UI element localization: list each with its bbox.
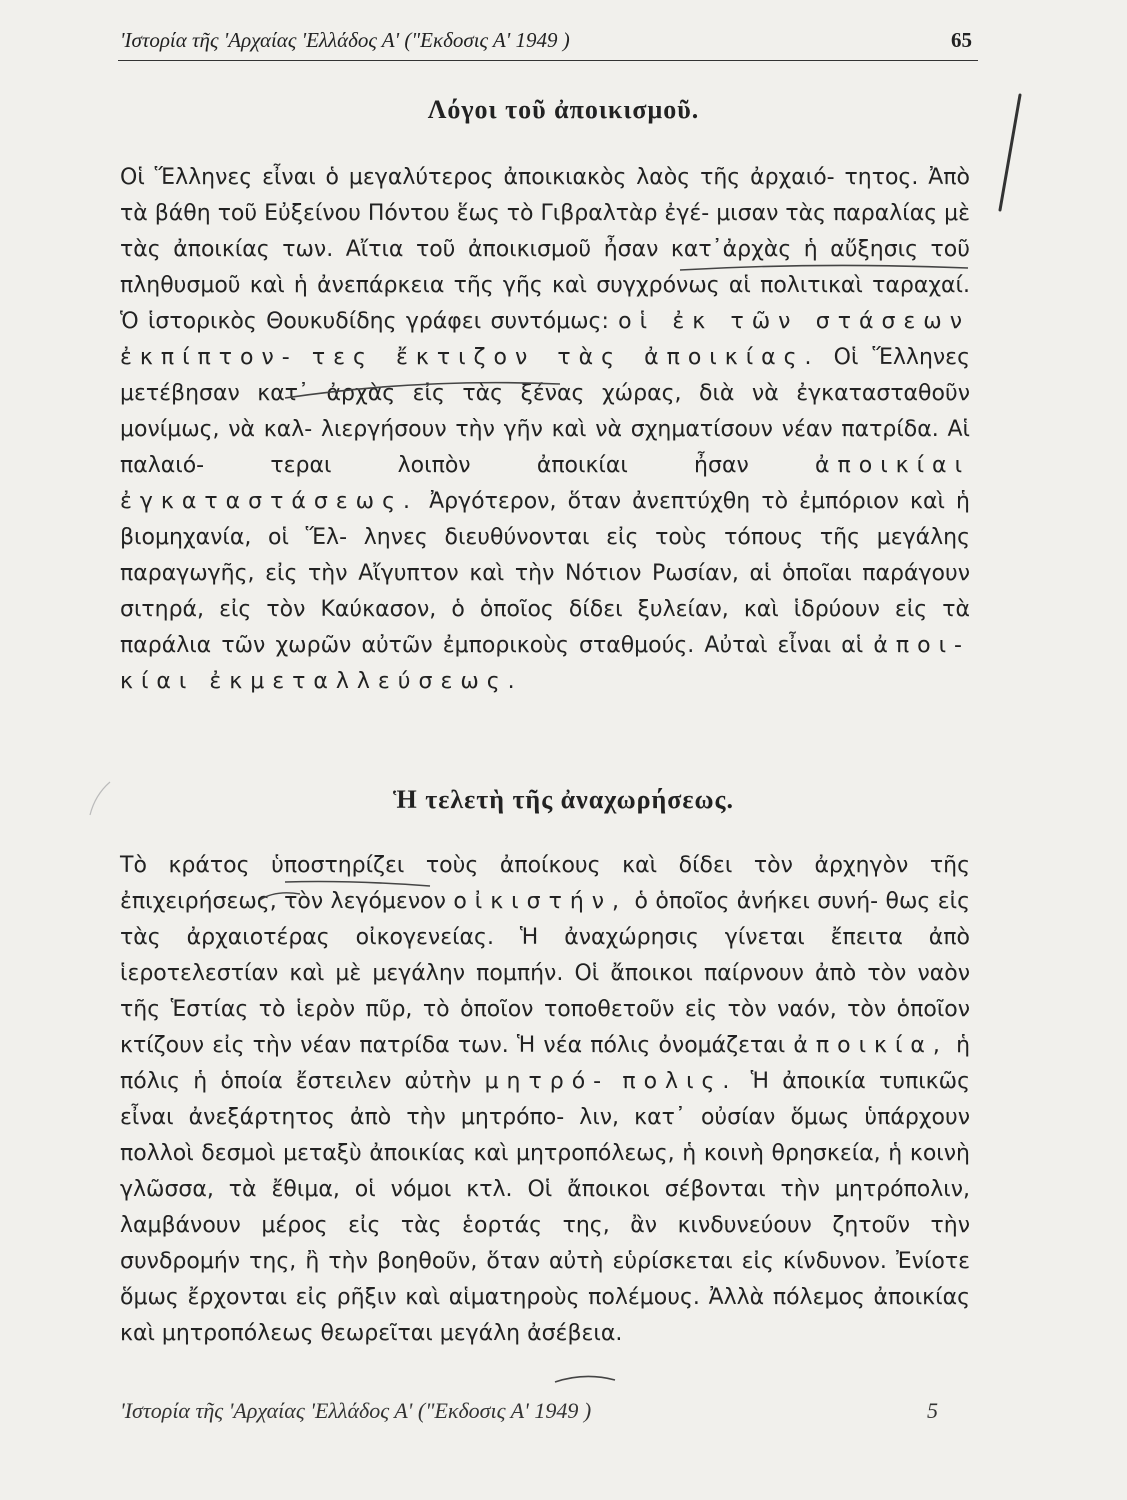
text-line: ὀνομάζεται [658,1033,786,1058]
text-line: Ἀργότερον, ὅταν ἀνεπτύχθη τὸ ἐμπόριον καὶ ἡ βιομηχανία, οἱ Ἕλ- [120,489,970,550]
text-line: ἀρχὰς εἰς τὰς ξένας χώρας, διὰ νὰ ἐγκατασταθοῦν μονίμως, νὰ καλ- [120,381,970,442]
text-line: Ἡ ἀποικία τυπικῶς εἶναι ἀνεξάρτητος ἀπὸ τὴν μητρόπο- [120,1069,970,1130]
text-line: ἀπὸ τὸν ναὸν τῆς Ἑστίας τὸ ἱερὸν πῦρ, τὸ ὁποῖον τοποθετοῦν εἰς [120,961,970,1022]
spaced-term: κίαι ἐκμεταλλεύσεως. [120,669,523,694]
text-line: νόμοι κτλ. Οἱ ἄποικοι σέβονται τὴν μητρόπολιν, λαμβάνουν μέρος [120,1177,970,1238]
text-line: ἀπὸ ἱεροτελεστίαν καὶ μὲ μεγάλην πομπήν. Οἱ ἄποικοι παίρνουν [120,925,970,986]
spaced-quote: οἱ ἐκ τῶν στάσεων ἐκπίπτον- [120,309,970,370]
text-line: τητος. Ἀπὸ τὰ βάθη τοῦ Εὐξείνου Πόντου ἕως τὸ Γιβραλτὰρ ἐγέ- [120,165,970,226]
footer-title: 'Ιστορία τῆς 'Αρχαίας 'Ελλάδος Α' ("Εκδοσις Α' 1949 ) [120,1398,592,1423]
text-line: εἰς ρῆξιν καὶ αἱματηροὺς πολέμους. Ἀλλὰ πόλεμος ἀποικίας καὶ [120,1285,970,1346]
text-line: γράφει συντόμως: [405,309,609,334]
section-heading-departure: Ἡ τελετὴ τῆς ἀναχωρήσεως. [393,785,734,814]
text-line: Οἱ Ἕλληνες εἶναι ὁ μεγαλύτερος ἀποικιακὸς λαὸς τῆς ἀρχαιό- [120,165,835,190]
underline-mark [260,893,300,900]
text-line: Τὸ κράτος ὑποστηρίζει τοὺς ἀποίκους καὶ δίδει τὸν ἀρχηγὸν τῆς [120,853,970,878]
text-line: θως εἰς τὰς ἀρχαιοτέρας οἰκογενείας. Ἡ ἀναχώρησις γίνεται ἔπειτα [120,889,971,950]
text-line: Αἴγυπτον καὶ τὴν Νότιον Ρωσίαν, αἱ ὁποῖαι παράγουν σιτηρά, εἰς [120,561,970,622]
text-line: τεραι λοιπὸν ἀποικίαι ἦσαν [270,453,749,478]
text-line: καὶ συγχρόνως αἱ πολιτικαὶ ταραχαί. Ὁ ἱστορικὸς Θουκυδίδης [120,273,970,334]
text-line: βοηθοῦν, ὅταν αὐτὴ εὑρίσκεται εἰς κίνδυνον. Ἐνίοτε ὅμως ἔρχονται [120,1249,970,1310]
signature-number: 5 [927,1398,938,1423]
margin-pencil-stroke [1000,95,1020,210]
text-line: ληνες διευθύνονται εἰς τοὺς τόπους τῆς μεγάλης παραγωγῆς, εἰς τὴν [120,525,970,586]
text-line: Οἱ Ἕλληνες μετέβησαν κατ᾽ [120,345,970,406]
faint-pencil-mark [90,782,110,815]
underline-mark [555,1376,615,1382]
underline-mark [285,882,430,887]
header-title: 'Ιστορία τῆς 'Αρχαίας 'Ελλάδος Α' ("Εκδοσις Α' 1949 ) [120,28,570,52]
text-line: ὁ ὁποῖος ἀνήκει συνή- [634,889,879,914]
text-line: μισαν τὰς παραλίας μὲ τὰς ἀποικίας των. Αἴτια τοῦ ἀποικισμοῦ [120,201,971,262]
text-line: εἰς τὰς ἑορτάς της, ἂν κινδυνεύουν ζητοῦν τὴν συνδρομήν της, ἢ τὴν [120,1213,971,1274]
underline-mark [680,265,968,270]
page-number: 65 [951,28,972,52]
text-line: ἡ πόλις ἡ ὁποία ἔστειλεν αὐτὴν [120,1033,971,1094]
spaced-term: οἰκιστήν, [453,889,628,914]
spaced-term: ἀποικίαι ἐγκαταστάσεως. [120,453,971,514]
text-line: ἐπιχειρήσεως, τὸν λεγόμενον [120,889,446,914]
underline-mark [285,383,560,398]
text-line: λιεργήσουν τὴν γῆν καὶ νὰ σχηματίσουν νέαν πατρίδα. Αἱ παλαιό- [120,417,970,478]
text-line: τῶν χωρῶν αὐτῶν ἐμπορικοὺς σταθμούς. Αὐταὶ εἶναι αἱ [221,633,864,658]
text-line: μητροπόλεως θεωρεῖται μεγάλη ἀσέβεια. [161,1321,623,1346]
text-line: καὶ μητροπόλεως, ἡ κοινὴ θρησκεία, ἡ κοινὴ γλῶσσα, τὰ ἔθιμα, οἱ [120,1141,970,1202]
section-heading-reasons: Λόγοι τοῦ ἀποικισμοῦ. [427,95,700,124]
text-line: ἦσαν κατ᾽ἀρχὰς ἡ αὔξησις τοῦ πληθυσμοῦ καὶ ἡ ἀνεπάρκεια τῆς γῆς [120,237,970,298]
spaced-term: ἀποι- [873,633,970,658]
text-line: τὸν ναόν, τὸν ὁποῖον κτίζουν εἰς τὴν νέαν πατρίδα των. Ἡ νέα πόλις [120,997,971,1058]
spaced-quote: τες ἔκτιζον τὰς ἀποικίας. [311,345,820,370]
spaced-term: ἀποικία, [793,1033,948,1058]
spaced-term: πολις. [622,1069,738,1094]
text-line: λιν, κατ᾽ οὐσίαν ὅμως ὑπάρχουν πολλοὶ δεσμοὶ μεταξὺ ἀποικίας [120,1105,970,1166]
text-line: τὸν Καύκασον, ὁ ὁποῖος δίδει ξυλείαν, καὶ ἱδρύουν εἰς τὰ παράλια [120,597,970,658]
spaced-term: μητρό- [484,1069,610,1094]
